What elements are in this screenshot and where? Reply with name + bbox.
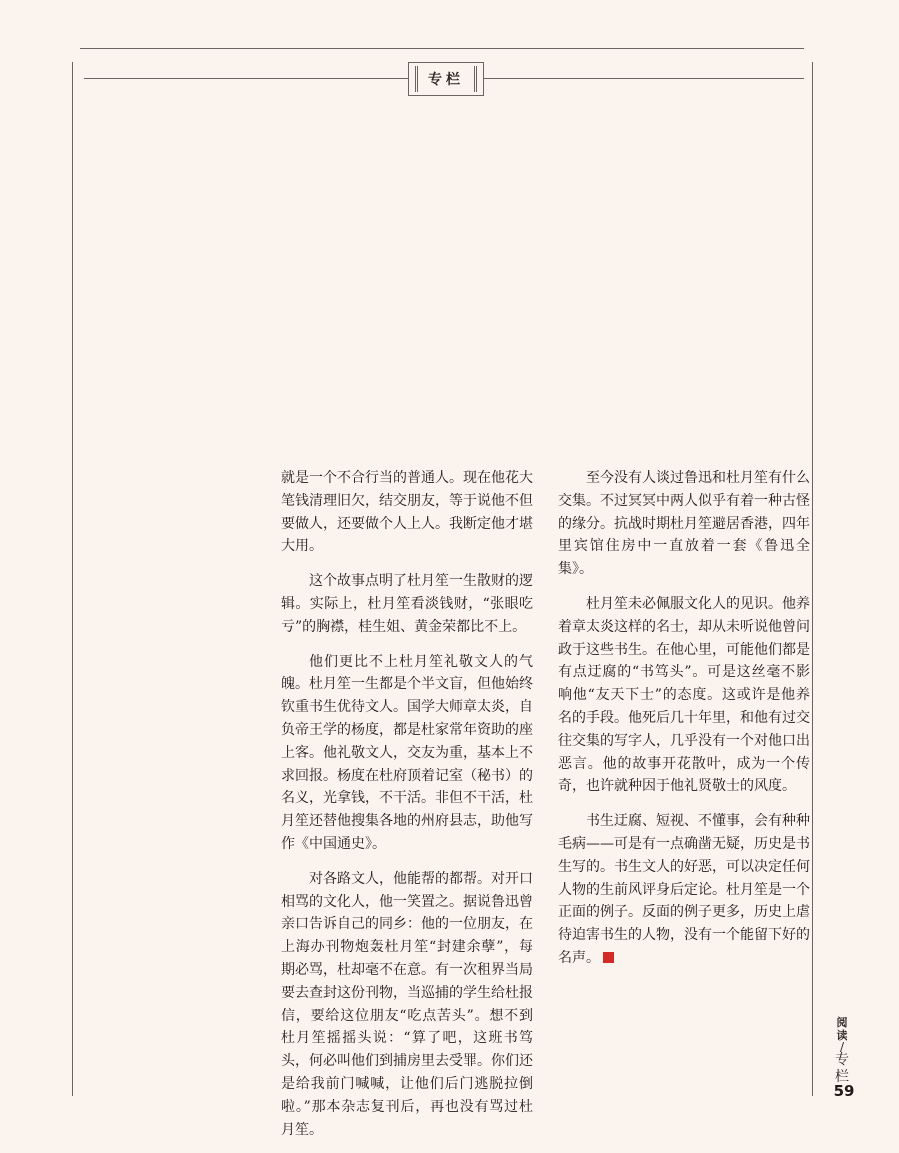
column-badge [408,62,484,96]
section-label-char-1: 专 [835,1052,849,1068]
article-paragraph-text: 书生迂腐、短视、不懂事，会有种种毛病——可是有一点确凿无疑，历史是书生写的。书生文人的好恶，可以决定任何人物的生前风评身后定论。杜月笙是一个正面的例子。反面的例子更多，历史上虐待迫害书生的人物，没有一个能留下好的名声。 [558,813,810,966]
article-right-column [558,467,810,982]
article-left-column [281,467,533,1153]
page-number: 59 [833,1082,855,1100]
section-label-top: 阅读 [836,1016,848,1042]
article-paragraph: 至今没有人谈过鲁迅和杜月笙有什么交集。不过冥冥中两人似乎有着一种古怪的缘分。抗战时期杜月笙避居香港，四年里宾馆住房中一直放着一套《鲁迅全集》。 [558,470,810,578]
article-paragraph: 对各路文人，他能帮的都帮。对开口相骂的文化人，他一笑置之。据说鲁迅曾亲口告诉自己的同乡：他的一位朋友，在上海办刊物炮轰杜月笙“封建余孽”，每期必骂，杜却毫不在意。有一次租界当局要去查封这份刊物，当巡捕的学生给杜报信，要给这位朋友“吃点苦头”。想不到杜月笙摇摇头说：“算了吧，这班书笃头，何必叫他们到捕房里去受罪。你们还是给我前门喊喊，让他们后门逃脱拉倒啦。”那本杂志复刊后，再也没有骂过杜月笙。 [281,870,533,1138]
right-frame-line [812,62,813,1096]
article-paragraph: 杜月笙未必佩服文化人的见识。他养着章太炎这样的名士，却从未听说他曾问政于这些书生。在他心里，可能他们都是有点迂腐的“书笃头”。可是这丝毫不影响他“友天下士”的态度。这或许是他养名的手段。他死后几十年里，和他有过交往交集的写字人，几乎没有一个对他口出恶言。他的故事开花散叶，成为一个传奇，也许就种因于他礼贤敬士的风度。 [558,595,810,795]
section-label-char-2: 栏 [835,1069,849,1085]
top-rule [80,48,804,49]
column-badge-label: 专栏 [415,66,477,92]
section-label-slash: / [839,1040,845,1054]
article-paragraph: 就是一个不合行当的普通人。现在他花大笔钱清理旧欠，结交朋友，等于说他不但要做人，还要做个人上人。我断定他才堪大用。 [281,470,533,555]
article-paragraph: 这个故事点明了杜月笙一生散财的逻辑。实际上，杜月笙看淡钱财，“张眼吃亏”的胸襟，桂生姐、黄金荣都比不上。 [281,573,533,635]
left-frame-line [72,62,73,1096]
article-last-paragraph [558,810,810,970]
section-label [832,1016,852,1086]
end-of-article-mark-icon [603,952,614,963]
article-paragraph: 他们更比不上杜月笙礼敬文人的气魄。杜月笙一生都是个半文盲，但他始终钦重书生优待文人。国学大师章太炎，自负帝王学的杨度，都是杜家常年资助的座上客。他礼敬文人，交友为重，基本上不求回报。杨度在杜府顶着记室（秘书）的名义，光拿钱，不干活。非但不干活，杜月笙还替他搜集各地的州府县志，助他写作《中国通史》。 [281,653,533,852]
